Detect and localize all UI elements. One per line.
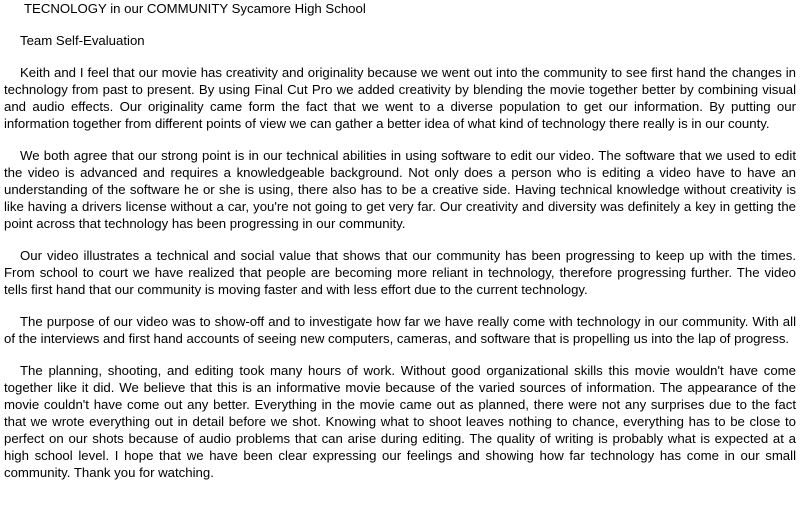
paragraph-creativity: Keith and I feel that our movie has creativity and originality because we went out into the community to see first hand the changes in technology from past to present. By using Final Cut Pro we added creativity by blending the movie together better by combining visual and audio effects. Our originality came form the fact that we went to a diverse population to get our information. By putting our information together from different points of view we can gather a better idea of what kind of technology there really is in our county. <box>4 65 796 131</box>
paragraph-social-value: Our video illustrates a technical and social value that shows that our community has been progressing to keep up with the times. From school to court we have realized that people are becoming more reliant in technology, therefore progressing further. The video tells first hand that our community is moving faster and with less effort due to the current technology. <box>4 248 796 297</box>
paragraph-planning: The planning, shooting, and editing took many hours of work. Without good organizational skills this movie wouldn't have come together like it did. We believe that this is an informative movie because of the varied sources of information. The appearance of the movie couldn't have come out any better. Everything in the movie came out as planned, there were not any surprises due to the fact that we wrote everything out in detail before we shot. Knowing what to shoot leaves nothing to chance, everything has to be close to perfect on our shots because of audio problems that can arise during editing. The quality of writing is probably what is expected at a high school level. I hope that we have been clear expressing our feelings and showing how far technology has come in our small community. Thank you for watching. <box>4 363 796 480</box>
paragraph-purpose: The purpose of our video was to show-off and to investigate how far we have really come with technology in our community. With all of the interviews and first hand accounts of seeing new computers, cameras, and software that is propelling us into the lap of progress. <box>4 314 796 346</box>
paragraph-technical-abilities: We both agree that our strong point is in our technical abilities in using software to edit our video. The software that we used to edit the video is advanced and requires a knowledgeable background. Not only does a person who is editing a video have to have an understanding of the software he or she is using, there also has to be a creative side. Having technical knowledge without creativity is like having a drivers license without a car, you're not going to get very far. Our creativity and diversity was definitely a key in getting the point across that technology has been progressing in our community. <box>4 148 796 231</box>
document-page <box>4 0 796 481</box>
document-subtitle: Team Self-Evaluation <box>20 33 145 48</box>
document-title: TECNOLOGY in our COMMUNITY Sycamore High School <box>24 1 366 16</box>
